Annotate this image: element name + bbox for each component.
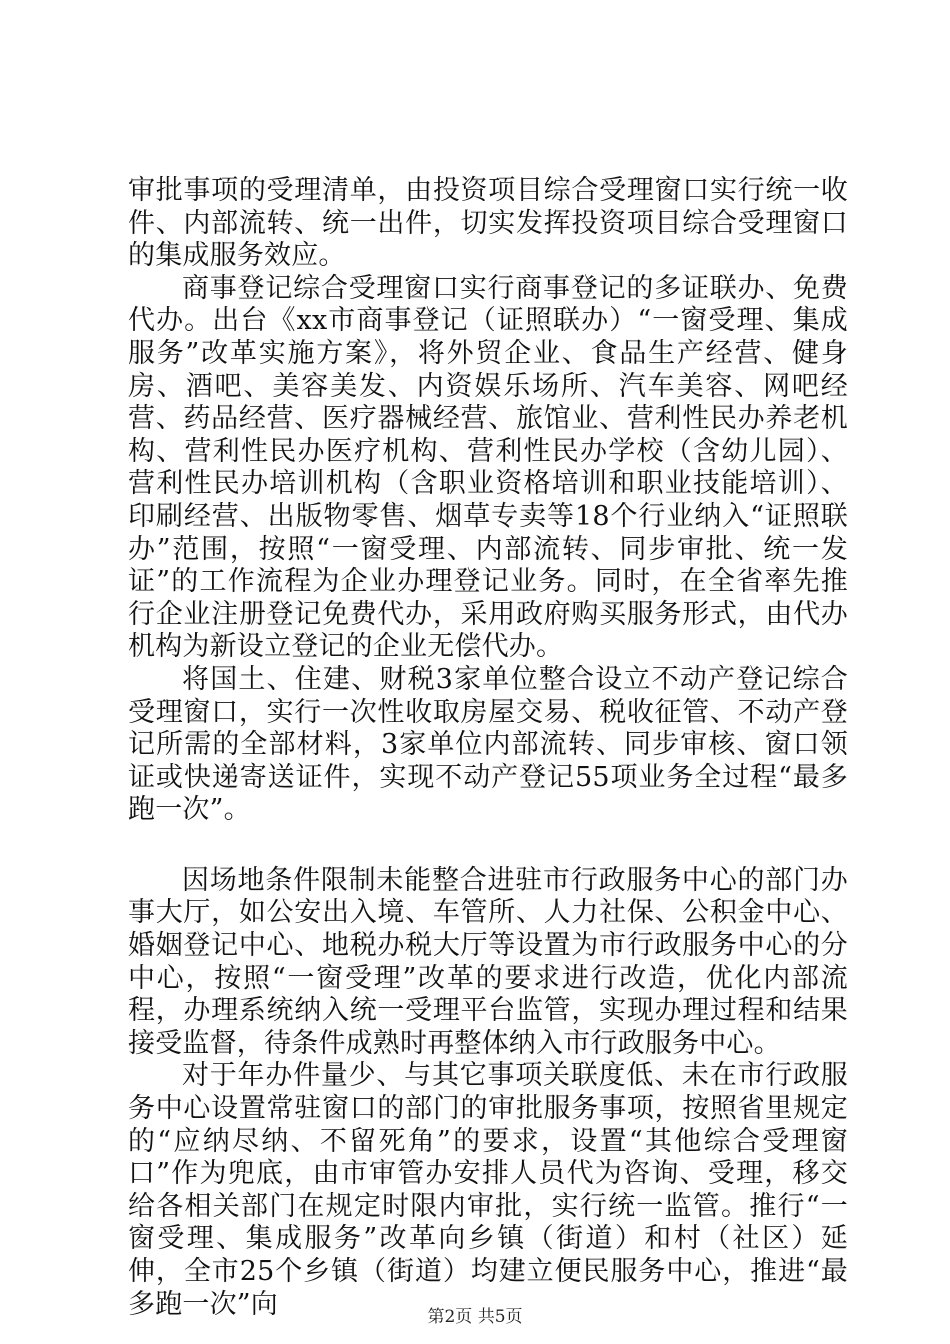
paragraph-gap	[128, 827, 848, 865]
paragraph-real-estate-registration: 将国土、住建、财税3家单位整合设立不动产登记综合受理窗口，实行一次性收取房屋交易、税收征管、不动产登记所需的全部材料，3家单位内部流转、同步审核、窗口领证或快递寄送证件，实现不动产登记55项业务全过程“最多跑一次”。	[128, 663, 848, 826]
paragraph-continued: 审批事项的受理清单，由投资项目综合受理窗口实行统一收件、内部流转、统一出件，切实发挥投资项目综合受理窗口的集成服务效应。	[128, 175, 848, 272]
page-footer: 第2页 共5页	[427, 1307, 523, 1327]
paragraph-other-window: 对于年办件量少、与其它事项关联度低、未在市行政服务中心设置常驻窗口的部门的审批服务事项，按照省里规定的“应纳尽纳、不留死角”的要求，设置“其他综合受理窗口”作为兜底，由市审管办安排人员代为咨询、受理，移交给各相关部门在规定时限内审批，实行统一监管。推行“一窗受理、集成服务”改革向乡镇（街道）和村（社区）延伸，全市25个乡镇（街道）均建立便民服务中心，推进“最多跑一次”向	[128, 1060, 848, 1320]
paragraph-business-registration: 商事登记综合受理窗口实行商事登记的多证联办、免费代办。出台《xx市商事登记（证照联办）“一窗受理、集成服务”改革实施方案》，将外贸企业、食品生产经营、健身房、酒吧、美容美发、内资娱乐场所、汽车美容、网吧经营、药品经营、医疗器械经营、旅馆业、营利性民办养老机构、营利性民办医疗机构、营利性民办学校（含幼儿园）、营利性民办培训机构（含职业资格培训和职业技能培训）、印刷经营、出版物零售、烟草专卖等18个行业纳入“证照联办”范围，按照“一窗受理、内部流转、同步审批、统一发证”的工作流程为企业办理登记业务。同时，在全省率先推行企业注册登记免费代办，采用政府购买服务形式，由代办机构为新设立登记的企业无偿代办。	[128, 272, 848, 663]
paragraph-branch-centers: 因场地条件限制未能整合进驻市行政服务中心的部门办事大厅，如公安出入境、车管所、人力社保、公积金中心、婚姻登记中心、地税办税大厅等设置为市行政服务中心的分中心，按照“一窗受理”改革的要求进行改造，优化内部流程，办理系统纳入统一受理平台监管，实现办理过程和结果接受监督，待条件成熟时再整体纳入市行政服务中心。	[128, 864, 848, 1059]
document-body	[128, 175, 848, 1321]
